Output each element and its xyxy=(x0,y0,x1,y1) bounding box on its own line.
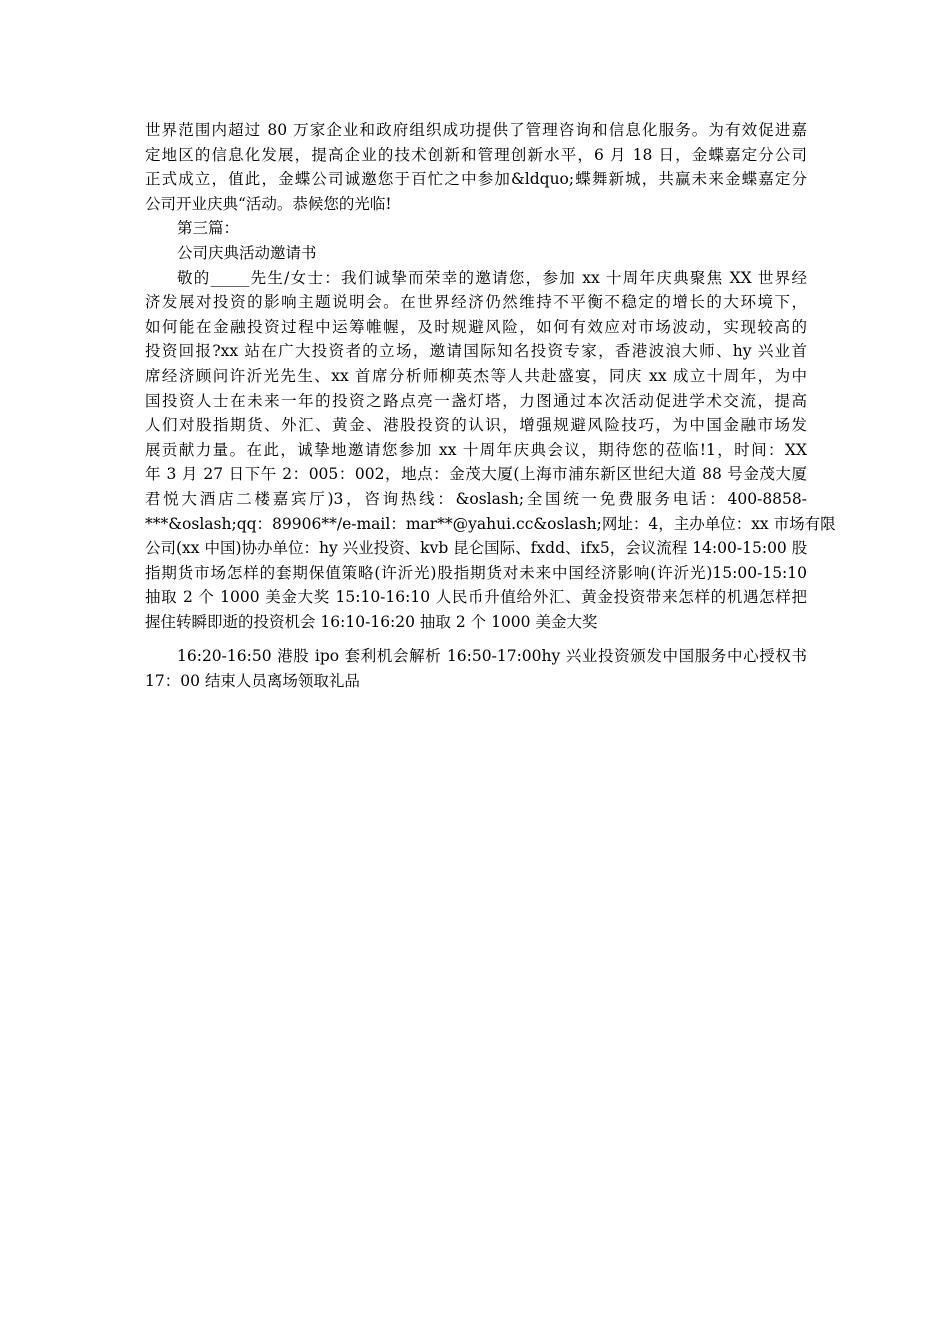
text-line: 人们对股指期货、外汇、黄金、港股投资的认识，增强规避风险技巧，为中国金融市场发 xyxy=(145,416,807,435)
text-line: 公司开业庆典“活动。恭候您的光临! xyxy=(145,194,392,213)
text-line: 世界范围内超过 80 万家企业和政府组织成功提供了管理咨询和信息化服务。为有效促进嘉 xyxy=(145,121,807,139)
text-line: 国投资人士在未来一年的投资之路点亮一盏灯塔，力图通过本次活动促进学术交流，提高 xyxy=(145,391,807,410)
text-line: 济发展对投资的影响主题说明会。在世界经济仍然维持不平衡不稳定的增长的大环境下， xyxy=(145,293,807,312)
text-line: 敬的_____先生/女士：我们诚挚而荣幸的邀请您，参加 xx 十周年庆典聚焦 XX 世界经 xyxy=(177,268,807,287)
text-line: 抽取 2 个 1000 美金大奖 15:10-16:10 人民币升值给外汇、黄金投资带来怎样的机遇怎样把 xyxy=(145,588,807,607)
text-line: 17：00 结束人员离场领取礼品 xyxy=(145,672,360,691)
paragraph-intro xyxy=(145,118,807,216)
text-line: 定地区的信息化发展，提高企业的技术创新和管理创新水平，6 月 18 日，金蝶嘉定分公司 xyxy=(145,145,807,164)
text-line: 正式成立，值此，金蝶公司诚邀您于百忙之中参加&ldquo;蝶舞新城，共赢未来金蝶嘉定分 xyxy=(145,170,807,189)
text-line: 16:20-16:50 港股 ipo 套利机会解析 16:50-17:00hy 兴业投资颁发中国服务中心授权书 xyxy=(177,647,807,666)
text-line: 投资回报?xx 站在广大投资者的立场，邀请国际知名投资专家，香港波浪大师、hy 兴业首 xyxy=(145,342,807,361)
paragraph-agenda xyxy=(145,644,807,693)
text-line: ***&oslash;qq：89906**/e-mail：mar**@yahui.cc&oslash;网址：4，主办单位：xx 市场有限 xyxy=(145,514,836,533)
text-line: 席经济顾问许沂光先生、xx 首席分析师柳英杰等人共赴盛宴，同庆 xx 成立十周年，为中 xyxy=(145,366,807,385)
text-line: 公司(xx 中国)协办单位：hy 兴业投资、kvb 昆仑国际、fxdd、ifx5，会议流程 14:00-15:00 股 xyxy=(145,539,808,558)
document-page xyxy=(145,118,836,694)
text-line: 年 3 月 27 日下午 2：005：002，地点：金茂大厦(上海市浦东新区世纪大道 88 号金茂大厦 xyxy=(145,465,807,484)
section-heading: 第三篇： xyxy=(177,219,240,238)
paragraph-spacer xyxy=(145,634,807,644)
document-title: 公司庆典活动邀请书 xyxy=(177,243,317,262)
text-line: 君悦大酒店二楼嘉宾厅)3，咨询热线：&oslash;全国统一免费服务电话：400-8858- xyxy=(145,489,807,508)
text-line: 如何能在金融投资过程中运筹帷幄，及时规避风险，如何有效应对市场波动，实现较高的 xyxy=(145,317,807,336)
text-line: 展贡献力量。在此，诚挚地邀请您参加 xx 十周年庆典会议，期待您的莅临!1，时间：XX xyxy=(145,440,807,459)
paragraph-invitation xyxy=(145,266,836,635)
text-line: 指期货市场怎样的套期保值策略(许沂光)股指期货对未来中国经济影响(许沂光)15:00-15:10 xyxy=(145,563,807,582)
text-line: 握住转瞬即逝的投资机会 16:10-16:20 抽取 2 个 1000 美金大奖 xyxy=(145,612,598,631)
